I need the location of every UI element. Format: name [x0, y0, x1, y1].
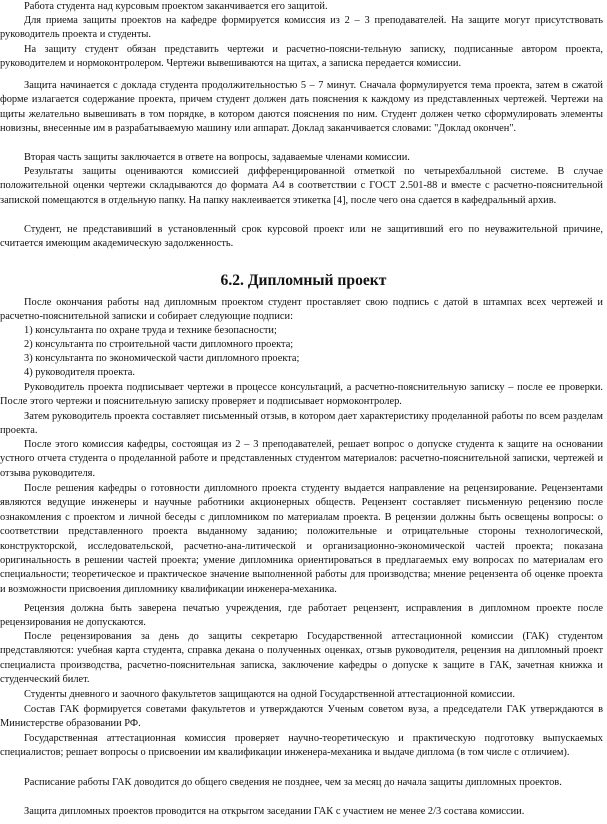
paragraph: Защита начинается с доклада студента продолжительностью 5 – 7 минут. Сначала формулируется тема проекта, затем в сжатой форме излагается содержание проекта, причем студент должен дать пояснения к каждому из представленных чертежей. Чертежи на щиты желательно вывешивать в том порядке, в котором даются пояснения по ним. Студент должен четко сформулировать элементы новизны, внесенные им в разрабатываемую машину или аппарат. Доклад заканчивается словами: "Доклад окончен".: [0, 80, 603, 135]
paragraph: Руководитель проекта подписывает чертежи в процессе консультаций, а расчетно-пояснительную записку – после ее проверки. После этого чертежи и пояснительную записку проверяет и подписывает нормоконтролер.: [0, 382, 603, 408]
paragraph: После рецензирования за день до защиты секретарю Государственной аттестационной комиссии (ГАК) студентом представляются: учебная карта студента, справка декана о полученных оценках, отзыв руководителя, рецензия на дипломный проект специалиста производства, расчетно-пояснительная записка, заключение кафедры о допуске к защите в ГАК, зачетная книжка и студенческий билет.: [0, 631, 603, 686]
list-item: 3) консультанта по экономической части дипломного проекта;: [24, 353, 300, 364]
section-heading: 6.2. Дипломный проект: [220, 272, 387, 289]
paragraph: Расписание работы ГАК доводится до общего сведения не позднее, чем за месяц до начала защиты дипломных проектов.: [24, 777, 562, 788]
paragraph: Для приема защиты проектов на кафедре формируется комиссия из 2 – 3 преподавателей. На защите могут присутствовать руководитель проекта и студенты.: [0, 15, 603, 41]
list-item: 1) консультанта по охране труда и технике безопасности;: [24, 325, 277, 336]
paragraph: Студент, не представивший в установленный срок курсовой проект или не защитивший его по неуважительной причине, считается имеющим академическую задолженность.: [0, 224, 603, 250]
paragraph: Работа студента над курсовым проектом заканчивается его защитой.: [24, 1, 328, 12]
list-item: 4) руководителя проекта.: [24, 367, 135, 378]
paragraph: Государственная аттестационная комиссия проверяет научно-теоретическую и практическую подготовку выпускаемых специалистов; решает вопросы о присвоении им квалификации инженера-механика и выдаче диплома (в том числе с отличием).: [0, 733, 603, 759]
paragraph: Результаты защиты оцениваются комиссией дифференцированной отметкой по четырехбалльной системе. В случае положительной оценки чертежи складываются до формата А4 в соответствии с ГОСТ 2.501-88 и вместе с расчетно-пояснительной запиской помещаются в отдельную папку. На папку наклеивается этикетка [4], после чего она сдается в кафедральный архив.: [0, 166, 603, 206]
paragraph: После этого комиссия кафедры, состоящая из 2 – 3 преподавателей, решает вопрос о допуске студента к защите на основании устного отчета студента о проделанной работе и представленных студентом материалов: расчетно-пояснительной записки, чертежей и отзыва руководителя.: [0, 439, 603, 479]
paragraph: Защита дипломных проектов проводится на открытом заседании ГАК с участием не менее 2/3 состава комиссии.: [24, 806, 525, 817]
paragraph: Состав ГАК формируется советами факультетов и утверждаются Ученым советом вуза, а председатели ГАК утверждаются в Министерстве образовании РФ.: [0, 704, 603, 730]
paragraph: После решения кафедры о готовности дипломного проекта студенту выдается направление на рецензирование. Рецензентами являются ведущие инженеры и научные работники акционерных обществ. Рецензент составляет письменную рецензию после ознакомления с проектом и личной беседы с дипломником по материалам проекта. В рецензии должны быть освещены вопросы: о соответствии представленного проекта выданному заданию; положительные и отрицательные стороны технологической, конструкторской, исследовательской, расчетно-ана-литической и организационно-экономической частей проекта; показана оригинальность в решении частей проекта; умение дипломника ориентироваться в предлагаемых ему вопросах по материалам его специальности; теоретическое и практическое значение выполненной работы для производства; мнение рецензента об оценке проекта и возможности присвоения дипломнику квалификации инженера-механика.: [0, 483, 603, 595]
paragraph: Вторая часть защиты заключается в ответе на вопросы, задаваемые членами комиссии.: [24, 152, 410, 163]
paragraph: После окончания работы над дипломным проектом студент проставляет свою подпись с датой в штампах всех чертежей и расчетно-пояснительной записки и собирает следующие подписи:: [0, 297, 603, 323]
paragraph: На защиту студент обязан представить чертежи и расчетно-поясни-тельную записку, подписанные автором проекта, руководителем и нормоконтролером. Чертежи вывешиваются на щитах, а записка передается комиссии.: [0, 44, 603, 70]
list-item: 2) консультанта по строительной части дипломного проекта;: [24, 339, 294, 350]
paragraph: Затем руководитель проекта составляет письменный отзыв, в котором дает характеристику проделанной работы по всем разделам проекта.: [0, 411, 603, 437]
paragraph: Студенты дневного и заочного факультетов защищаются на одной Государственной аттестационной комиссии.: [24, 689, 515, 700]
paragraph: Рецензия должна быть заверена печатью учреждения, где работает рецензент, исправления в дипломном проекте после рецензирования не допускаются.: [0, 603, 603, 629]
